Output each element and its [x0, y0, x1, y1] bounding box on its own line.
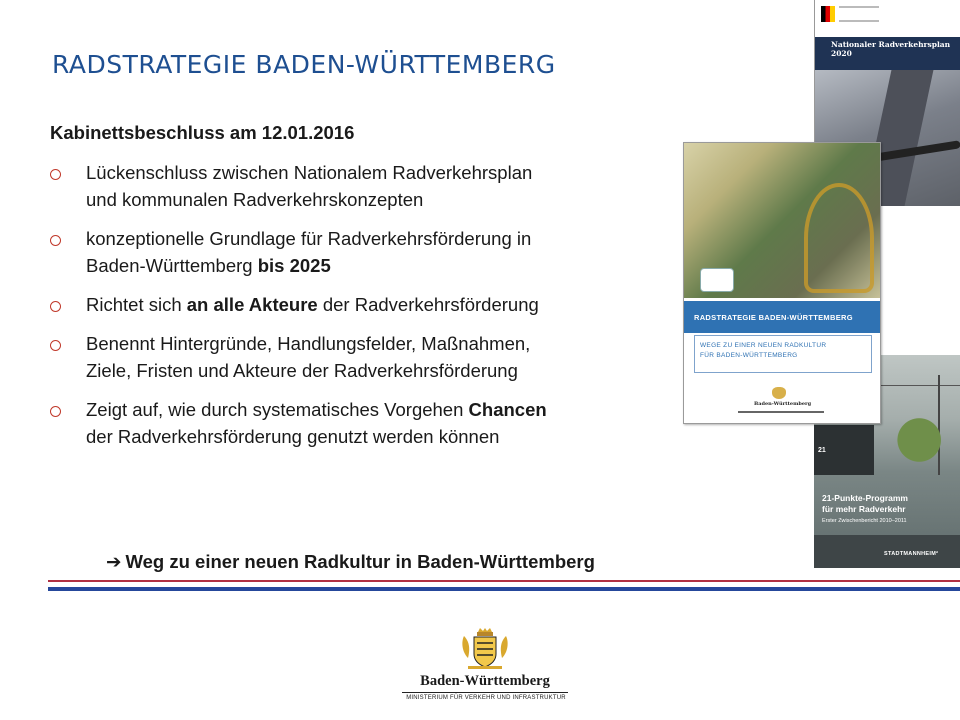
bullet-text-bold: an alle Akteure — [186, 294, 318, 315]
logo-name: Baden-Württemberg — [420, 673, 550, 689]
cover-radstrategie-subtitle — [700, 341, 870, 361]
coat-of-arms-icon — [772, 387, 786, 399]
slide-content — [50, 122, 690, 462]
bullet-circle-icon — [50, 340, 61, 351]
logo-ministry: MINISTERIUM FÜR VERKEHR UND INFRASTRUKTUR — [406, 695, 566, 701]
bullet-line — [86, 252, 690, 279]
conclusion-text: Weg zu einer neuen Radkultur in Baden-Württemberg — [125, 551, 595, 572]
bullet-text-bold: Chancen — [468, 399, 547, 420]
coat-of-arms-icon — [458, 628, 512, 670]
bullet-text: Richtet sich — [86, 294, 187, 315]
bullet-text: Ziele, Fristen und Akteure der Radverkehrsförderung — [86, 360, 518, 381]
cover-21-subtitle: Erster Zwischenbericht 2010–2011 — [822, 518, 907, 524]
stadt-mannheim-logo: STADTMANNHEIM² — [884, 551, 939, 557]
bullet-line — [86, 357, 690, 384]
bullet-text: der Radverkehrsförderung genutzt werden können — [86, 426, 500, 447]
divider-red — [48, 580, 960, 582]
radstrategie-badge-icon — [700, 268, 734, 292]
bullet-text: Baden-Württemberg — [86, 255, 258, 276]
cover-radstrategie — [683, 142, 881, 424]
bullet-item — [50, 159, 690, 213]
bullet-line — [86, 225, 690, 252]
slide-subtitle: Kabinettsbeschluss am 12.01.2016 — [50, 122, 355, 143]
bullet-text: Lückenschluss zwischen Nationalem Radverkehrsplan — [86, 162, 533, 183]
bullet-line — [86, 186, 690, 213]
cover-brand: Baden-Württemberg — [754, 401, 812, 407]
cover-21-title — [822, 493, 908, 515]
bullet-item — [50, 225, 690, 279]
bullet-line — [86, 159, 690, 186]
cover-radstrategie-title: RADSTRATEGIE BADEN-WÜRTTEMBERG — [694, 313, 853, 322]
cover-photo-trees — [892, 405, 960, 475]
bullet-item — [50, 291, 690, 318]
logo-divider — [402, 692, 568, 693]
bullet-line — [86, 423, 690, 450]
bullet-circle-icon — [50, 169, 61, 180]
cover-nrvp-title: Nationaler Radverkehrsplan 2020 — [831, 40, 951, 58]
divider-blue — [48, 587, 960, 591]
bullet-text: Benennt Hintergründe, Handlungsfelder, Maßnahmen, — [86, 333, 531, 354]
bullet-text-bold: bis 2025 — [257, 255, 331, 276]
bullet-text: konzeptionelle Grundlage für Radverkehrsförderung in — [86, 228, 532, 249]
bullet-text: der Radverkehrsförderung — [317, 294, 539, 315]
bullet-circle-icon — [50, 301, 61, 312]
bullet-text: Zeigt auf, wie durch systematisches Vorgehen — [86, 399, 469, 420]
arrow-right-icon: ➔ — [106, 551, 122, 572]
cover-21-title-line-2: für mehr Radverkehr — [822, 504, 906, 514]
bullet-text: und kommunalen Radverkehrskonzepten — [86, 189, 424, 210]
ministry-logo-lines — [839, 6, 879, 22]
ministry-logo — [400, 628, 570, 718]
cover-21-number: 21 — [818, 447, 826, 454]
bullet-line — [86, 396, 690, 423]
bullet-line — [86, 291, 690, 318]
bullet-circle-icon — [50, 406, 61, 417]
bullet-circle-icon — [50, 235, 61, 246]
cover-subtitle-line-1: WEGE ZU EINER NEUEN RADKULTUR — [700, 342, 827, 349]
bullet-item — [50, 330, 690, 384]
federal-eagle-icon — [821, 6, 835, 22]
bullet-item — [50, 396, 690, 450]
cover-21-title-line-1: 21-Punkte-Programm — [822, 493, 908, 503]
cover-brand-line — [738, 411, 824, 413]
bullet-list — [50, 159, 690, 450]
slide-title: RADSTRATEGIE BADEN-WÜRTTEMBERG — [52, 50, 556, 79]
cover-subtitle-line-2: FÜR BADEN-WÜRTTEMBERG — [700, 352, 798, 359]
bullet-line — [86, 330, 690, 357]
conclusion — [106, 551, 595, 573]
cover-photo-bicycle — [804, 183, 874, 293]
